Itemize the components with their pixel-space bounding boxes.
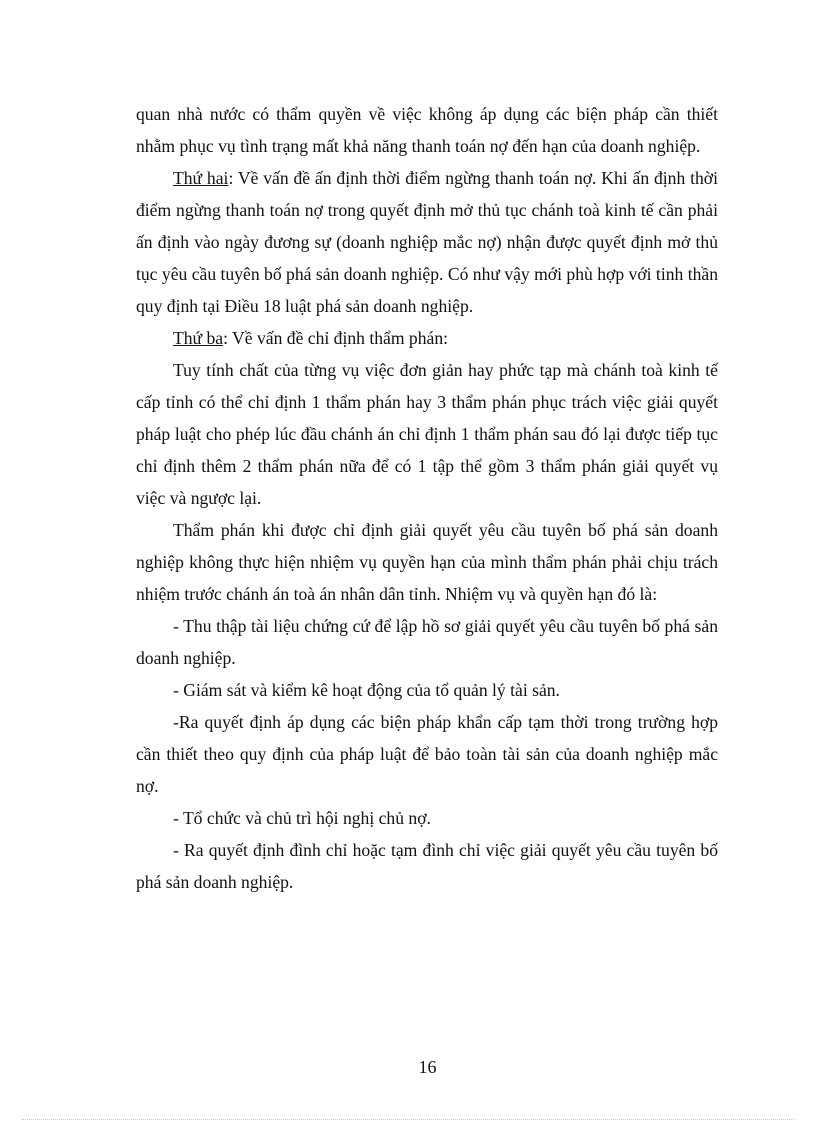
duty-item-supervise: - Giám sát và kiểm kê hoạt động của tổ quản lý tài sản. [173, 680, 560, 700]
paragraph-judge-duties-intro: Thẩm phán khi được chỉ định giải quyết yêu cầu tuyên bố phá sản doanh nghiệp không thực hiện nhiệm vụ quyền hạn của mình thẩm phán phải chịu trách nhiệm trước chánh án toà án nhân dân tỉnh. Nhiệm vụ và quyền hạn đó là: [136, 520, 718, 604]
second-point-label: Thứ hai [173, 168, 229, 188]
third-point-text: : Về vấn đề chỉ định thẩm phán: [223, 328, 449, 348]
page-number: 16 [418, 1057, 437, 1077]
paragraph-third-point [136, 322, 718, 354]
duty-item-creditors-meeting: - Tổ chức và chủ trì hội nghị chủ nợ. [173, 808, 431, 828]
document-body [136, 98, 718, 898]
duty-item-suspend-decision: - Ra quyết định đình chỉ hoặc tạm đình chỉ việc giải quyết yêu cầu tuyên bố phá sản doanh nghiệp. [136, 840, 718, 892]
duty-item-emergency-measures: -Ra quyết định áp dụng các biện pháp khẩn cấp tạm thời trong trường hợp cần thiết theo quy định của pháp luật để bảo toàn tài sản của doanh nghiệp mắc nợ. [136, 712, 718, 796]
paragraph-continuation: quan nhà nước có thẩm quyền về việc không áp dụng các biện pháp cần thiết nhằm phục vụ tình trạng mất khả năng thanh toán nợ đến hạn của doanh nghiệp. [136, 104, 718, 156]
paragraph-judge-assignment: Tuy tính chất của từng vụ việc đơn giản hay phức tạp mà chánh toà kinh tế cấp tỉnh có thể chỉ định 1 thẩm phán hay 3 thẩm phán phục trách việc giải quyết pháp luật cho phép lúc đầu chánh án chỉ định 1 thẩm phán sau đó lại được tiếp tục chỉ định thêm 2 thẩm phán nữa để có 1 tập thể gồm 3 thẩm phán giải quyết vụ việc và ngược lại. [136, 360, 718, 508]
page-bottom-border [22, 1119, 794, 1120]
second-point-text: : Về vấn đề ấn định thời điểm ngừng thanh toán nợ. Khi ấn định thời điểm ngừng thanh toán nợ trong quyết định mở thủ tục chánh toà kinh tế cần phải ấn định vào ngày đương sự (doanh nghiệp mắc nợ) nhận được quyết định mở thủ tục yêu cầu tuyên bố phá sản doanh nghiệp. Có như vậy mới phù hợp với tinh thần quy định tại Điều 18 luật phá sản doanh nghiệp. [136, 168, 718, 316]
third-point-label: Thứ ba [173, 328, 224, 348]
paragraph-second-point [136, 162, 718, 322]
duty-item-collect-evidence: - Thu thập tài liệu chứng cứ để lập hồ sơ giải quyết yêu cầu tuyên bố phá sản doanh nghiệp. [136, 616, 718, 668]
